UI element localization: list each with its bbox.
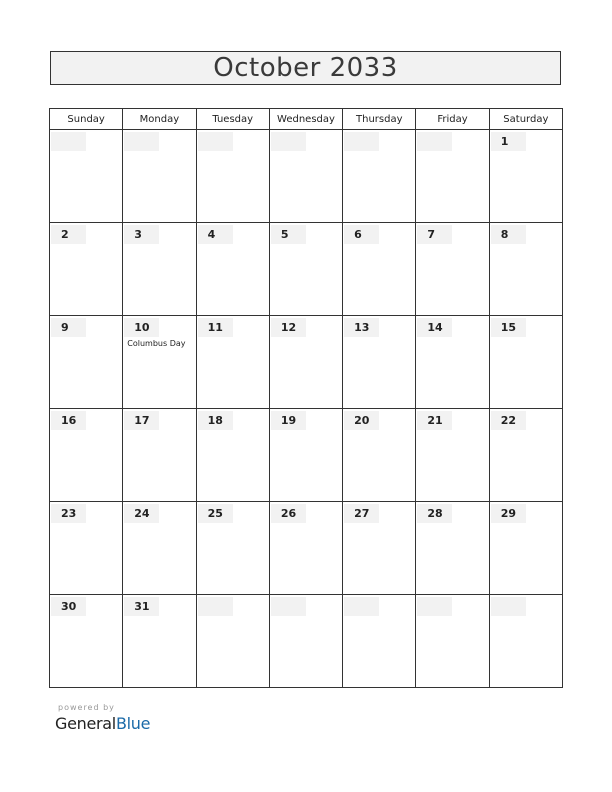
day-cell bbox=[269, 409, 342, 502]
day-cell bbox=[269, 595, 342, 688]
brand-logo bbox=[55, 714, 150, 733]
day-cell bbox=[489, 409, 562, 502]
day-cell bbox=[343, 595, 416, 688]
day-cell bbox=[50, 595, 123, 688]
day-cell bbox=[50, 316, 123, 409]
day-number: 17 bbox=[124, 411, 159, 430]
day-number: 18 bbox=[198, 411, 233, 430]
day-cell bbox=[123, 223, 196, 316]
day-cell bbox=[269, 316, 342, 409]
day-number: 21 bbox=[417, 411, 452, 430]
day-number: 23 bbox=[51, 504, 86, 523]
day-cell bbox=[196, 409, 269, 502]
day-number bbox=[417, 132, 452, 151]
day-cell bbox=[50, 130, 123, 223]
day-cell bbox=[196, 502, 269, 595]
day-number: 16 bbox=[51, 411, 86, 430]
day-number: 15 bbox=[491, 318, 526, 337]
week-row bbox=[50, 502, 563, 595]
day-number bbox=[198, 132, 233, 151]
footer bbox=[55, 703, 150, 733]
day-cell bbox=[269, 502, 342, 595]
day-cell bbox=[123, 502, 196, 595]
day-number: 9 bbox=[51, 318, 86, 337]
day-number: 10 bbox=[124, 318, 159, 337]
day-number: 2 bbox=[51, 225, 86, 244]
weekday-header-row bbox=[50, 109, 563, 130]
day-number: 3 bbox=[124, 225, 159, 244]
day-number bbox=[344, 597, 379, 616]
day-number: 26 bbox=[271, 504, 306, 523]
day-number: 20 bbox=[344, 411, 379, 430]
day-number: 30 bbox=[51, 597, 86, 616]
day-number: 4 bbox=[198, 225, 233, 244]
day-number: 7 bbox=[417, 225, 452, 244]
day-number bbox=[51, 132, 86, 151]
day-cell bbox=[343, 130, 416, 223]
weekday-tuesday: Tuesday bbox=[196, 109, 269, 130]
day-number: 13 bbox=[344, 318, 379, 337]
day-number: 8 bbox=[491, 225, 526, 244]
day-number bbox=[198, 597, 233, 616]
day-number bbox=[271, 597, 306, 616]
week-row bbox=[50, 130, 563, 223]
calendar-grid bbox=[49, 108, 563, 688]
day-number: 27 bbox=[344, 504, 379, 523]
day-number bbox=[417, 597, 452, 616]
weekday-sunday: Sunday bbox=[50, 109, 123, 130]
day-number: 24 bbox=[124, 504, 159, 523]
brand-name-general: General bbox=[55, 714, 116, 733]
day-number: 31 bbox=[124, 597, 159, 616]
day-cell bbox=[489, 595, 562, 688]
day-cell bbox=[489, 223, 562, 316]
brand-name-blue: Blue bbox=[115, 714, 151, 733]
day-cell bbox=[196, 130, 269, 223]
day-cell bbox=[123, 130, 196, 223]
week-row bbox=[50, 595, 563, 688]
day-number: 29 bbox=[491, 504, 526, 523]
day-cell bbox=[123, 409, 196, 502]
day-cell bbox=[343, 502, 416, 595]
day-number: 19 bbox=[271, 411, 306, 430]
day-cell bbox=[416, 130, 489, 223]
day-number bbox=[491, 597, 526, 616]
powered-by-text: powered by bbox=[58, 703, 115, 712]
day-cell bbox=[416, 409, 489, 502]
day-number: 28 bbox=[417, 504, 452, 523]
day-cell bbox=[343, 316, 416, 409]
day-cell bbox=[196, 595, 269, 688]
day-number bbox=[124, 132, 159, 151]
calendar-title: October 2033 bbox=[213, 53, 398, 83]
weekday-saturday: Saturday bbox=[489, 109, 562, 130]
day-number: 6 bbox=[344, 225, 379, 244]
week-row bbox=[50, 316, 563, 409]
day-cell bbox=[416, 502, 489, 595]
day-cell bbox=[343, 409, 416, 502]
day-cell bbox=[416, 595, 489, 688]
day-number bbox=[344, 132, 379, 151]
day-cell bbox=[123, 595, 196, 688]
weekday-friday: Friday bbox=[416, 109, 489, 130]
day-number: 22 bbox=[491, 411, 526, 430]
week-row bbox=[50, 409, 563, 502]
day-number bbox=[271, 132, 306, 151]
day-number: 11 bbox=[198, 318, 233, 337]
week-row bbox=[50, 223, 563, 316]
day-number: 12 bbox=[271, 318, 306, 337]
weekday-monday: Monday bbox=[123, 109, 196, 130]
day-cell bbox=[269, 130, 342, 223]
day-cell bbox=[489, 502, 562, 595]
day-cell bbox=[50, 409, 123, 502]
day-cell bbox=[416, 316, 489, 409]
day-cell bbox=[343, 223, 416, 316]
day-number: 5 bbox=[271, 225, 306, 244]
weekday-thursday: Thursday bbox=[343, 109, 416, 130]
holiday-label: Columbus Day bbox=[127, 339, 186, 348]
day-number: 1 bbox=[491, 132, 526, 151]
day-number: 14 bbox=[417, 318, 452, 337]
day-cell bbox=[196, 223, 269, 316]
day-cell bbox=[489, 130, 562, 223]
day-cell bbox=[416, 223, 489, 316]
weekday-wednesday: Wednesday bbox=[269, 109, 342, 130]
day-cell bbox=[50, 223, 123, 316]
day-cell bbox=[489, 316, 562, 409]
day-cell bbox=[123, 316, 196, 409]
day-cell bbox=[50, 502, 123, 595]
day-number: 25 bbox=[198, 504, 233, 523]
title-box bbox=[50, 51, 561, 85]
day-cell bbox=[196, 316, 269, 409]
day-cell bbox=[269, 223, 342, 316]
